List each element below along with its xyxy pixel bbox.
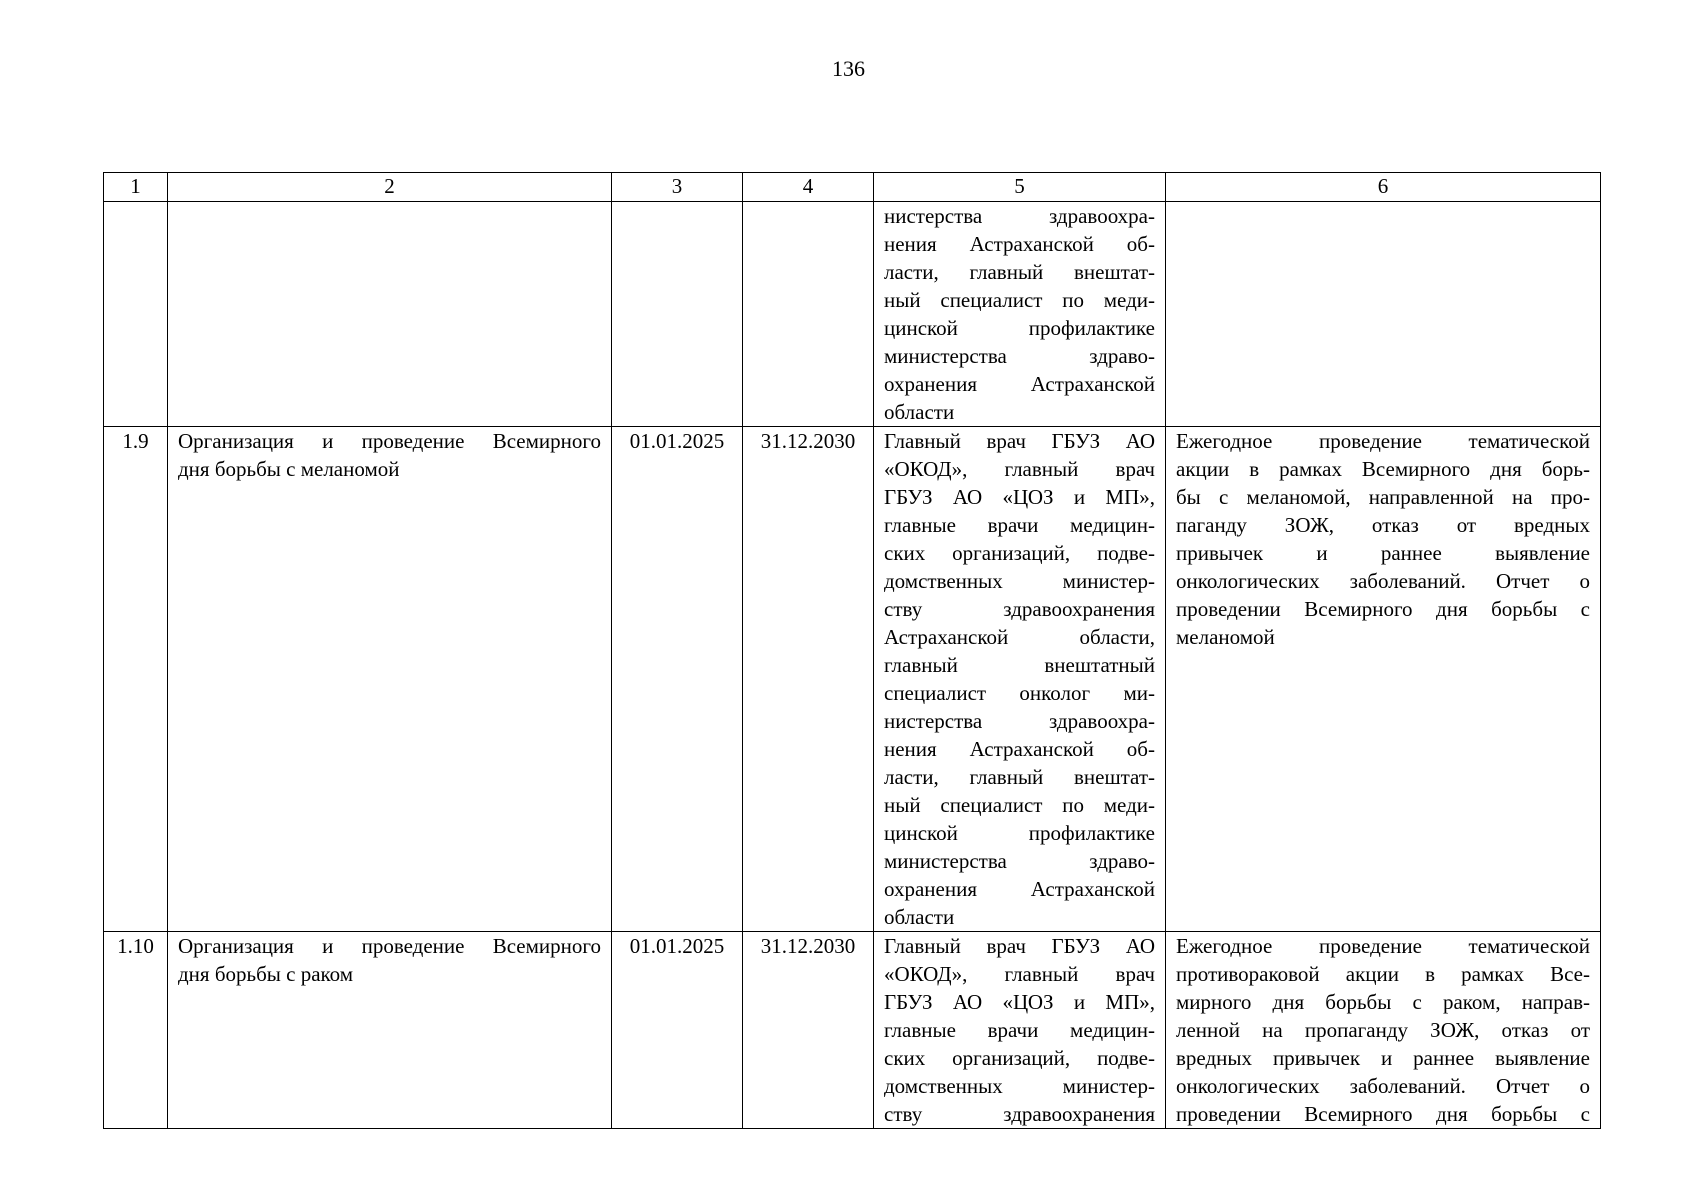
text-line: домственных министер- [884,569,1155,593]
text-line: главные врачи медицин- [884,513,1155,537]
cell-name [168,932,612,1129]
text-line: проведении Всемирного дня борьбы с [1176,597,1590,621]
text-line: ГБУЗ АО «ЦОЗ и МП», [884,485,1155,509]
text-line: ству здравоохранения [884,1102,1155,1126]
header-col-5: 5 [874,173,1166,202]
text-line: охранения Астраханской [884,372,1155,396]
table-header [104,173,1601,202]
text-line: специалист онколог ми- [884,681,1155,705]
text-line: ленной на пропаганду ЗОЖ, отказ от [1176,1018,1590,1042]
text-line: Главный врач ГБУЗ АО [884,429,1155,453]
text-line: ный специалист по меди- [884,793,1155,817]
cell-end-date: 31.12.2030 [743,427,874,932]
cell-num: 1.9 [104,427,168,932]
text-line: нистерства здравоохра- [884,709,1155,733]
text-line: области [884,400,955,424]
text-line: ских организаций, подве- [884,541,1155,565]
text-line: дня борьбы с меланомой [178,457,400,481]
text-line: «ОКОД», главный врач [884,962,1155,986]
text-line: паганду ЗОЖ, отказ от вредных [1176,513,1590,537]
cell-result [1166,202,1601,427]
table-row [104,427,1601,932]
text-line: Ежегодное проведение тематической [1176,934,1590,958]
header-col-6: 6 [1166,173,1601,202]
cell-result [1166,932,1601,1129]
text-line: цинской профилактике [884,316,1155,340]
cell-responsible [874,202,1166,427]
text-line: проведении Всемирного дня борьбы с [1176,1102,1590,1126]
text-line: Главный врач ГБУЗ АО [884,934,1155,958]
text-line: Организация и проведение Всемирного [178,934,601,958]
text-line: противораковой акции в рамках Все- [1176,962,1590,986]
header-col-1: 1 [104,173,168,202]
activities-table [103,172,1601,1129]
cell-start [612,202,743,427]
text-line: ГБУЗ АО «ЦОЗ и МП», [884,990,1155,1014]
text-line: привычек и раннее выявление [1176,541,1590,565]
cell-result [1166,427,1601,932]
table-body [104,202,1601,1129]
text-line: главные врачи медицин- [884,1018,1155,1042]
page-number: 136 [832,56,865,81]
cell-start-date: 01.01.2025 [612,932,743,1129]
text-line: вредных привычек и раннее выявление [1176,1046,1590,1070]
text-line: дня борьбы с раком [178,962,354,986]
text-line: домственных министер- [884,1074,1155,1098]
cell-end-date: 31.12.2030 [743,932,874,1129]
text-line: «ОКОД», главный врач [884,457,1155,481]
cell-name [168,202,612,427]
text-line: меланомой [1176,625,1275,649]
cell-num [104,202,168,427]
cell-responsible [874,427,1166,932]
text-line: нения Астраханской об- [884,737,1155,761]
text-line: онкологических заболеваний. Отчет о [1176,569,1590,593]
text-line: ный специалист по меди- [884,288,1155,312]
text-line: мирного дня борьбы с раком, направ- [1176,990,1590,1014]
text-line: Ежегодное проведение тематической [1176,429,1590,453]
text-line: ласти, главный внештат- [884,260,1155,284]
cell-end [743,202,874,427]
text-line: Астраханской области, [884,625,1155,649]
cell-start-date: 01.01.2025 [612,427,743,932]
text-line: главный внештатный [884,653,1155,677]
text-line: ласти, главный внештат- [884,765,1155,789]
continuation-row [104,202,1601,427]
text-line: охранения Астраханской [884,877,1155,901]
text-line: онкологических заболеваний. Отчет о [1176,1074,1590,1098]
text-line: ских организаций, подве- [884,1046,1155,1070]
table-row [104,932,1601,1129]
header-row [104,173,1601,202]
text-line: ству здравоохранения [884,597,1155,621]
text-line: нения Астраханской об- [884,232,1155,256]
text-line: акции в рамках Всемирного дня борь- [1176,457,1590,481]
text-line: Организация и проведение Всемирного [178,429,601,453]
text-line: министерства здраво- [884,849,1155,873]
cell-num: 1.10 [104,932,168,1129]
text-line: министерства здраво- [884,344,1155,368]
header-col-3: 3 [612,173,743,202]
text-line: области [884,905,955,929]
header-col-4: 4 [743,173,874,202]
text-line: цинской профилактике [884,821,1155,845]
text-line: нистерства здравоохра- [884,204,1155,228]
cell-name [168,427,612,932]
text-line: бы с меланомой, направленной на про- [1176,485,1590,509]
header-col-2: 2 [168,173,612,202]
cell-responsible [874,932,1166,1129]
